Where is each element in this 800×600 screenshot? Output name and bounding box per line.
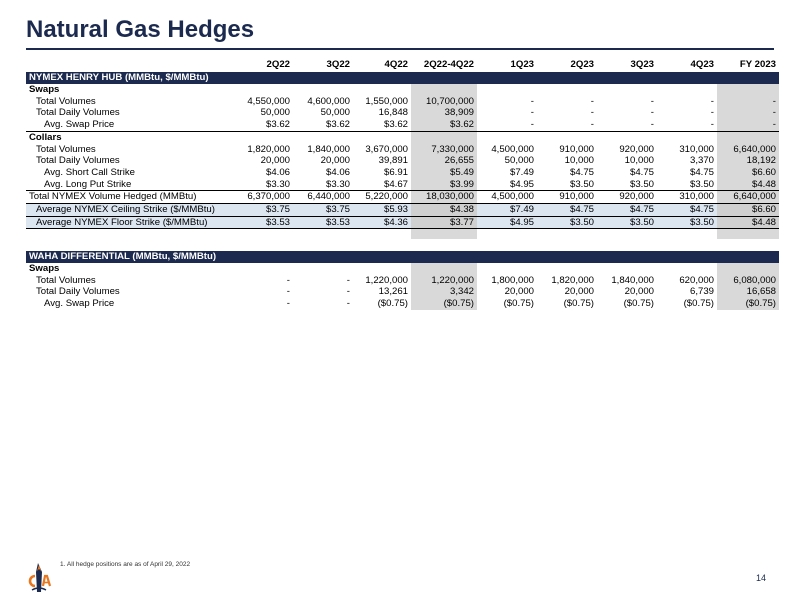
spacer-cell [233, 229, 293, 239]
cell-value: 38,909 [411, 107, 477, 119]
section-label: Swaps [29, 262, 60, 274]
column-header: 4Q22 [384, 59, 408, 70]
cell-value: $4.36 [353, 216, 411, 229]
column-header: 4Q23 [690, 59, 714, 70]
cell-value: $6.60 [717, 167, 779, 179]
cell-value: 1,820,000 [551, 274, 594, 286]
table-row [26, 144, 779, 156]
cell-value: 20,000 [260, 155, 290, 167]
spacer-cell [26, 229, 233, 239]
spacer-row [26, 239, 779, 251]
cell-value: 920,000 [597, 191, 657, 204]
cell-value: $4.75 [689, 166, 714, 178]
cell-value: $3.50 [689, 178, 714, 190]
column-header: 3Q23 [630, 59, 654, 70]
cell-value: 20,000 [564, 286, 594, 298]
table-row [26, 204, 779, 217]
cell-value: 4,550,000 [247, 95, 290, 107]
row-label: Avg. Swap Price [44, 119, 115, 131]
cell-value: $4.67 [383, 178, 408, 190]
cell-value: - [590, 95, 594, 107]
cell-value: - [530, 95, 534, 107]
cell-value: 920,000 [619, 143, 654, 155]
cell-value: $5.93 [353, 204, 411, 217]
section-label: Collars [26, 131, 233, 143]
cell-value: ($0.75) [683, 298, 714, 310]
cell-value: $3.75 [233, 204, 293, 217]
table-row [26, 155, 779, 167]
cell-value: $4.06 [325, 166, 350, 178]
spacer-cell [597, 84, 657, 96]
cell-value: - [590, 107, 594, 119]
waha-band [26, 251, 779, 263]
spacer-cell [477, 229, 537, 239]
spacer-cell [537, 263, 597, 275]
row-label: Total Volumes [36, 274, 96, 286]
spacer-cell [537, 131, 597, 143]
hedge-table [26, 58, 779, 310]
spacer-cell [353, 239, 411, 251]
cell-value: $4.95 [477, 216, 537, 229]
cell-value: $4.75 [657, 204, 717, 217]
cell-value: 50,000 [320, 107, 350, 119]
cell-value: $3.99 [411, 179, 477, 191]
cell-value: - [286, 286, 290, 298]
cell-value: - [717, 107, 779, 119]
cell-value: 3,370 [689, 155, 714, 167]
cell-value: - [590, 119, 594, 131]
cell-value: 1,840,000 [307, 143, 350, 155]
cell-value: 620,000 [679, 274, 714, 286]
cell-value: 310,000 [679, 143, 714, 155]
spacer-cell [477, 131, 537, 143]
cell-value: ($0.75) [717, 298, 779, 310]
cell-value: $3.50 [537, 216, 597, 229]
cell-value: - [710, 95, 714, 107]
cell-value: ($0.75) [563, 298, 594, 310]
cell-value: 18,030,000 [411, 191, 477, 204]
table-row [26, 179, 779, 191]
spacer-cell [717, 239, 779, 251]
table-row [26, 107, 779, 119]
cell-value: $4.95 [509, 178, 534, 190]
cell-value: 6,370,000 [233, 191, 293, 204]
cell-value: 1,220,000 [411, 275, 477, 287]
spacer-cell [411, 84, 477, 96]
page-number: 14 [755, 573, 766, 583]
spacer-cell [293, 263, 353, 275]
row-label: Total NYMEX Volume Hedged (MMBtu) [26, 191, 233, 204]
section-header [26, 84, 779, 96]
cell-value: 6,739 [689, 286, 714, 298]
cell-value: - [530, 107, 534, 119]
column-header-row [26, 58, 779, 72]
spacer-cell [597, 229, 657, 239]
cell-value: - [710, 107, 714, 119]
spacer-cell [353, 131, 411, 143]
cell-value: 18,192 [717, 155, 779, 167]
cell-value: $5.49 [411, 167, 477, 179]
column-header [26, 58, 233, 72]
spacer-cell [717, 84, 779, 96]
spacer-cell [293, 131, 353, 143]
table-row [26, 286, 779, 298]
cell-value: 6,640,000 [717, 144, 779, 156]
cell-value: ($0.75) [503, 298, 534, 310]
cell-value: 310,000 [657, 191, 717, 204]
spacer-cell [657, 239, 717, 251]
cell-value: 3,342 [411, 286, 477, 298]
cell-value: 5,220,000 [353, 191, 411, 204]
cell-value: - [650, 119, 654, 131]
cell-value: $7.49 [509, 166, 534, 178]
spacer-cell [657, 229, 717, 239]
row-label: Average NYMEX Ceiling Strike ($/MMBtu) [26, 204, 233, 217]
column-header: 2Q22 [266, 59, 290, 70]
cell-value: $4.48 [717, 216, 779, 229]
cell-value: 6,080,000 [717, 275, 779, 287]
band-label: WAHA DIFFERENTIAL (MMBtu, $/MMBtu) [26, 251, 779, 263]
cell-value: $3.30 [325, 178, 350, 190]
cell-value: 10,000 [564, 155, 594, 167]
row-label: Total Volumes [36, 143, 96, 155]
spacer-cell [233, 84, 293, 96]
cell-value: $4.75 [629, 166, 654, 178]
spacer-cell [597, 131, 657, 143]
spacer-cell [353, 84, 411, 96]
table-row [26, 167, 779, 179]
cell-value: $4.75 [537, 204, 597, 217]
spacer-cell [411, 239, 477, 251]
spacer-cell [717, 131, 779, 143]
cell-value: $3.50 [657, 216, 717, 229]
cell-value: $6.60 [717, 204, 779, 217]
column-header: FY 2023 [739, 59, 776, 70]
spacer-cell [537, 84, 597, 96]
column-header: 2Q23 [570, 59, 594, 70]
band-label: NYMEX HENRY HUB (MMBtu, $/MMBtu) [26, 72, 779, 84]
spacer-cell [597, 263, 657, 275]
section-header [26, 263, 779, 275]
cell-value: $4.38 [411, 204, 477, 217]
cell-value: $3.62 [383, 119, 408, 131]
cell-value: $6.91 [383, 166, 408, 178]
cell-value: - [530, 119, 534, 131]
table-row [26, 191, 779, 204]
cell-value: $3.62 [411, 119, 477, 131]
table-row [26, 216, 779, 229]
column-header: 2Q22-4Q22 [423, 59, 474, 70]
cell-value: - [717, 96, 779, 108]
page-title: Natural Gas Hedges [26, 16, 255, 43]
cell-value: $4.75 [597, 204, 657, 217]
title-divider [26, 48, 774, 50]
spacer-cell [411, 263, 477, 275]
spacer-cell [293, 84, 353, 96]
spacer-cell [477, 263, 537, 275]
cell-value: 20,000 [624, 286, 654, 298]
cell-value: - [717, 119, 779, 131]
cell-value: 20,000 [320, 155, 350, 167]
cell-value: - [286, 274, 290, 286]
cell-value: - [346, 286, 350, 298]
spacer-cell [717, 263, 779, 275]
spacer-cell [411, 131, 477, 143]
cell-value: $4.75 [569, 166, 594, 178]
row-label: Avg. Long Put Strike [44, 178, 132, 190]
cell-value: $3.53 [233, 216, 293, 229]
cell-value: 1,800,000 [491, 274, 534, 286]
spacer-cell [657, 84, 717, 96]
cell-value: $3.75 [293, 204, 353, 217]
cell-value: 4,500,000 [477, 191, 537, 204]
cell-value: - [346, 298, 350, 310]
spacer-row [26, 229, 779, 239]
table-row [26, 298, 779, 310]
cell-value: 13,261 [378, 286, 408, 298]
cell-value: $7.49 [477, 204, 537, 217]
cell-value: 10,700,000 [411, 96, 477, 108]
row-label: Total Daily Volumes [36, 286, 120, 298]
section-label: Swaps [29, 84, 60, 95]
row-label: Total Volumes [36, 95, 96, 107]
spacer-cell [657, 263, 717, 275]
cell-value: - [650, 107, 654, 119]
cell-value: 1,550,000 [365, 95, 408, 107]
table-row [26, 96, 779, 108]
column-header: 3Q22 [326, 59, 350, 70]
cell-value: $3.77 [411, 216, 477, 229]
cell-value: 10,000 [624, 155, 654, 167]
nymex-band [26, 72, 779, 84]
cell-value: 1,820,000 [247, 143, 290, 155]
cell-value: 3,670,000 [365, 143, 408, 155]
cell-value: 6,440,000 [293, 191, 353, 204]
cell-value: 1,840,000 [611, 274, 654, 286]
cell-value: 16,658 [717, 286, 779, 298]
cell-value: 910,000 [559, 143, 594, 155]
cell-value: 910,000 [537, 191, 597, 204]
spacer-cell [477, 84, 537, 96]
cell-value: 20,000 [504, 286, 534, 298]
cell-value: 4,600,000 [307, 95, 350, 107]
cap-logo-icon [24, 562, 54, 594]
cell-value: - [286, 298, 290, 310]
spacer-cell [233, 239, 293, 251]
cell-value: ($0.75) [623, 298, 654, 310]
cell-value: 6,640,000 [717, 191, 779, 204]
spacer-cell [717, 229, 779, 239]
section-header [26, 131, 779, 143]
spacer-cell [233, 263, 293, 275]
cell-value: 50,000 [260, 107, 290, 119]
row-label: Avg. Swap Price [44, 298, 115, 310]
cell-value: - [346, 274, 350, 286]
column-header: 1Q23 [510, 59, 534, 70]
cell-value: ($0.75) [377, 298, 408, 310]
spacer-cell [477, 239, 537, 251]
cell-value: 16,848 [378, 107, 408, 119]
cell-value: $4.48 [717, 179, 779, 191]
cell-value: 50,000 [504, 155, 534, 167]
cell-value: $3.50 [569, 178, 594, 190]
row-label: Average NYMEX Floor Strike ($/MMBtu) [26, 216, 233, 229]
row-label: Total Daily Volumes [36, 155, 120, 167]
cell-value: $3.53 [293, 216, 353, 229]
cell-value: $3.50 [629, 178, 654, 190]
row-label: Avg. Short Call Strike [44, 166, 135, 178]
spacer-cell [353, 229, 411, 239]
cell-value: - [710, 119, 714, 131]
spacer-cell [293, 239, 353, 251]
table-row [26, 275, 779, 287]
cell-value: - [650, 95, 654, 107]
table-row [26, 119, 779, 131]
cell-value: $3.30 [265, 178, 290, 190]
spacer-cell [411, 229, 477, 239]
cell-value: $3.50 [597, 216, 657, 229]
spacer-cell [293, 229, 353, 239]
spacer-cell [233, 131, 293, 143]
cell-value: $4.06 [265, 166, 290, 178]
cell-value: $3.62 [325, 119, 350, 131]
spacer-cell [657, 131, 717, 143]
spacer-cell [537, 239, 597, 251]
cell-value: 26,655 [411, 155, 477, 167]
cell-value: $3.62 [265, 119, 290, 131]
cell-value: ($0.75) [411, 298, 477, 310]
spacer-cell [537, 229, 597, 239]
cell-value: 1,220,000 [365, 274, 408, 286]
footnote: 1. All hedge positions are as of April 29, 2022 [60, 561, 191, 568]
spacer-cell [26, 239, 233, 251]
cell-value: 4,500,000 [491, 143, 534, 155]
spacer-cell [353, 263, 411, 275]
cell-value: 7,330,000 [411, 144, 477, 156]
cell-value: 39,891 [378, 155, 408, 167]
spacer-cell [597, 239, 657, 251]
row-label: Total Daily Volumes [36, 107, 120, 119]
